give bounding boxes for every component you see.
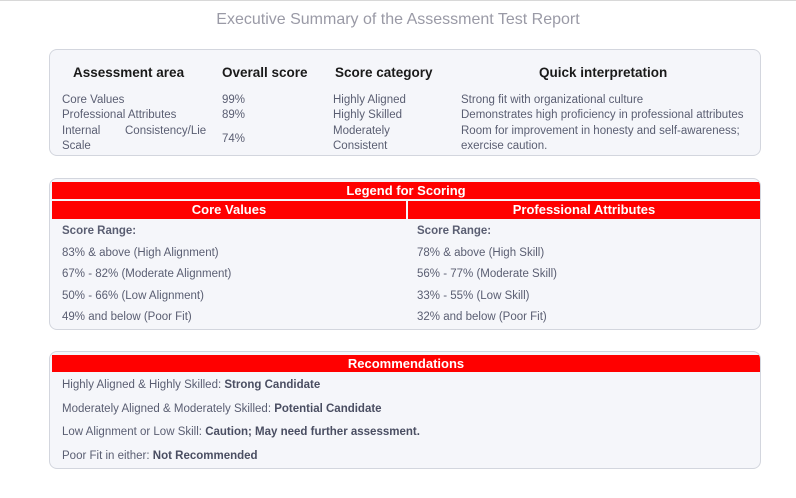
row-consistency-category-line1: Moderately: [333, 125, 390, 137]
recommendation-condition: Low Alignment or Low Skill:: [62, 426, 202, 438]
row-consistency-interpretation-line1: Room for improvement in honesty and self-awareness;: [461, 125, 740, 137]
row-core-values-area: Core Values: [62, 94, 125, 106]
row-professional-interpretation: Demonstrates high proficiency in professional attributes: [461, 109, 744, 121]
header-quick-interpretation: Quick interpretation: [539, 65, 668, 80]
row-core-values-interpretation: Strong fit with organizational culture: [461, 94, 644, 106]
professional-range-item: 56% - 77% (Moderate Skill): [417, 268, 557, 280]
recommendation-item: [62, 403, 382, 415]
header-assessment-area: Assessment area: [73, 65, 185, 80]
legend-title: Legend for Scoring: [52, 182, 760, 199]
top-divider: [0, 0, 796, 1]
recommendations-title: Recommendations: [52, 355, 760, 372]
core-values-range-label: Score Range:: [62, 225, 137, 237]
row-consistency-score: 74%: [222, 133, 246, 145]
summary-card: [49, 49, 761, 156]
core-values-range-item: 83% & above (High Alignment): [62, 247, 219, 259]
row-consistency-area-word1: Internal: [62, 125, 101, 137]
recommendation-item: [62, 426, 420, 438]
recommendation-condition: Moderately Aligned & Moderately Skilled:: [62, 403, 272, 415]
recommendation-condition: Highly Aligned & Highly Skilled:: [62, 379, 222, 391]
row-core-values-category: Highly Aligned: [333, 94, 406, 106]
row-consistency-category-line2: Consistent: [333, 140, 388, 152]
professional-range-item: 32% and below (Poor Fit): [417, 311, 547, 323]
recommendation-result: Strong Candidate: [224, 379, 321, 391]
recommendation-condition: Poor Fit in either:: [62, 450, 150, 462]
core-values-range-item: 49% and below (Poor Fit): [62, 311, 192, 323]
page-title: Executive Summary of the Assessment Test Report: [216, 11, 580, 28]
recommendation-result: Not Recommended: [152, 450, 258, 462]
legend-professional-header: Professional Attributes: [408, 201, 760, 219]
row-consistency-area-line2: Scale: [62, 140, 91, 152]
professional-range-item: 33% - 55% (Low Skill): [417, 290, 530, 302]
recommendation-result: Caution; May need further assessment.: [205, 426, 420, 438]
recommendation-result: Potential Candidate: [274, 403, 382, 415]
row-professional-score: 89%: [222, 109, 246, 121]
row-professional-category: Highly Skilled: [333, 109, 403, 121]
row-consistency-area-word2: Consistency/Lie: [125, 125, 207, 137]
legend-core-values-header: Core Values: [52, 201, 406, 219]
recommendation-item: [62, 450, 258, 462]
header-score-category: Score category: [335, 65, 433, 80]
professional-range-item: 78% & above (High Skill): [417, 247, 545, 259]
row-consistency-interpretation-line2: exercise caution.: [461, 140, 548, 152]
recommendation-item: [62, 379, 320, 391]
professional-range-label: Score Range:: [417, 225, 492, 237]
core-values-range-item: 67% - 82% (Moderate Alignment): [62, 268, 232, 280]
header-overall-score: Overall score: [222, 65, 308, 80]
recommendations-card: [49, 351, 761, 469]
core-values-range-item: 50% - 66% (Low Alignment): [62, 290, 204, 302]
row-professional-area: Professional Attributes: [62, 109, 177, 121]
legend-card: [49, 178, 761, 330]
row-core-values-score: 99%: [222, 94, 246, 106]
